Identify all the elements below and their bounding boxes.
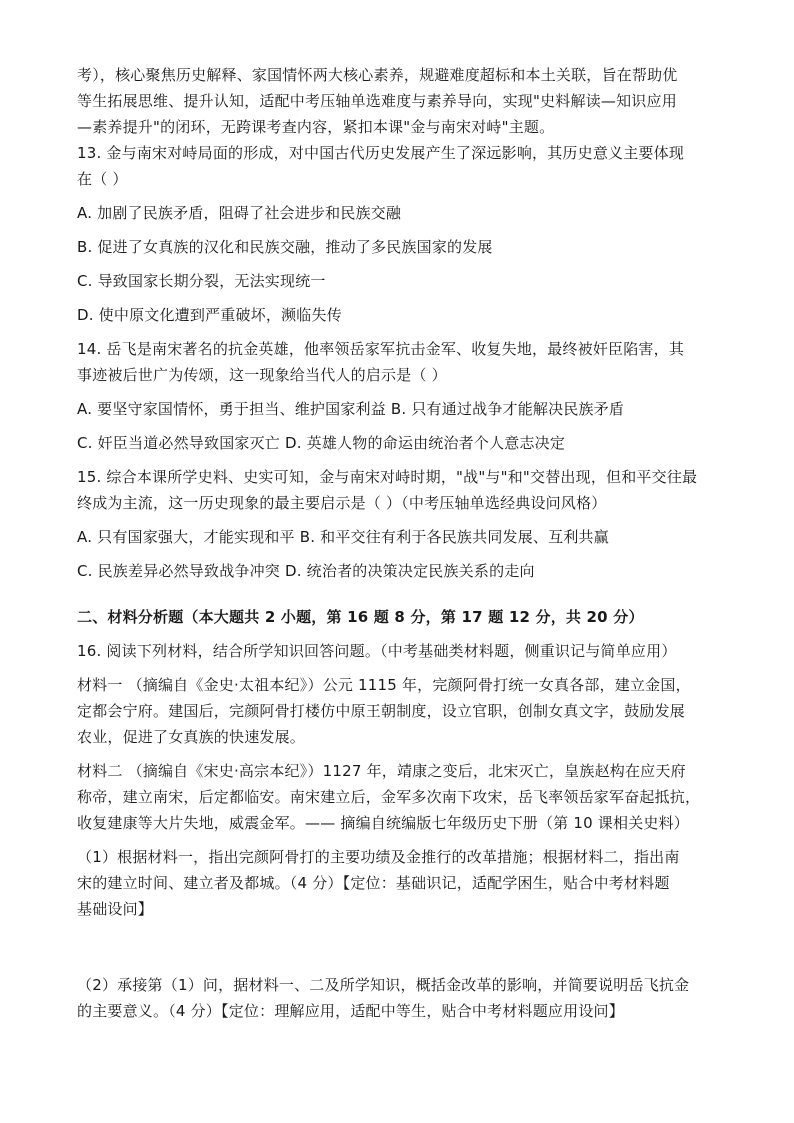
q16-material-2-line-1: 材料二 （摘编自《宋史·高宗本纪》）1127 年，靖康之变后，北宋灭亡，皇族赵构在应天府 (77, 762, 686, 780)
q16-material-1-line-3: 农业，促进了女真族的快速发展。 (77, 728, 306, 746)
intro-line-2: 等生拓展思维、提升认知，适配中考压轴单选难度与素养导向，实现"史料解读—知识应用 (77, 92, 677, 110)
q13-option-a: A. 加剧了民族矛盾，阻碍了社会进步和民族交融 (77, 204, 402, 222)
q13-option-d: D. 使中原文化遭到严重破坏，濒临失传 (77, 306, 342, 324)
q16-stem: 16. 阅读下列材料，结合所学知识回答问题。（中考基础类材料题，侧重识记与简单应用） (77, 642, 677, 660)
q13-option-b: B. 促进了女真族的汉化和民族交融，推动了多民族国家的发展 (77, 238, 493, 256)
q14-options-ab: A. 要坚守家国情怀，勇于担当、维护国家利益 B. 只有通过战争才能解决民族矛盾 (77, 400, 625, 418)
intro-line-1: 考），核心聚焦历史解释、家国情怀两大核心素养，规避难度超标和本土关联，旨在帮助优 (77, 66, 678, 84)
intro-paragraph (77, 62, 723, 140)
q15-stem-line-1: 15. 综合本课所学史料、史实可知，金与南宋对峙时期，"战"与"和"交替出现，但和平交往最 (77, 468, 698, 486)
question-15 (77, 464, 723, 584)
q14-stem-line-1: 14. 岳飞是南宋著名的抗金英雄，他率领岳家军抗击金军、收复失地，最终被奸臣陷害，其 (77, 340, 685, 358)
q13-option-c: C. 导致国家长期分裂，无法实现统一 (77, 272, 326, 290)
q15-stem-line-2: 终成为主流，这一历史现象的最主要启示是（ ）（中考压轴单选经典设问风格） (77, 494, 607, 512)
q16-sub-2-line-1: （2）承接第（1）问，据材料一、二及所学知识，概括金改革的影响，并简要说明岳飞抗金 (77, 976, 690, 994)
question-14 (77, 336, 723, 456)
q16-material-2-line-3: 收复建康等大片失地，威震金军。—— 摘编自统编版七年级历史下册（第 10 课相关史料） (77, 814, 689, 832)
q14-options-cd: C. 奸臣当道必然导致国家灭亡 D. 英雄人物的命运由统治者个人意志决定 (77, 434, 566, 452)
q16-sub-1-line-3: 基础设问】 (77, 900, 154, 918)
q16-sub-2-line-2: 的主要意义。（4 分）【定位：理解应用，适配中等生，贴合中考材料题应用设问】 (77, 1002, 624, 1020)
q16-material-1-line-1: 材料一 （摘编自《金史·太祖本纪》）公元 1115 年，完颜阿骨打统一女真各部，建立金国， (77, 676, 691, 694)
question-13 (77, 140, 723, 328)
q13-stem-line-2: 在（ ） (77, 170, 128, 188)
q15-options-ab: A. 只有国家强大，才能实现和平 B. 和平交往有利于各民族共同发展、互利共赢 (77, 528, 609, 546)
document-page (77, 62, 723, 1024)
q13-stem-line-1: 13. 金与南宋对峙局面的形成，对中国古代历史发展产生了深远影响，其历史意义主要体现 (77, 144, 685, 162)
q15-options-cd: C. 民族差异必然导致战争冲突 D. 统治者的决策决定民族关系的走向 (77, 562, 535, 580)
q16-sub-1-line-1: （1）根据材料一，指出完颜阿骨打的主要功绩及金推行的改革措施；根据材料二，指出南 (77, 848, 680, 866)
question-16 (77, 638, 723, 1024)
intro-line-3: —素养提升"的闭环，无跨课考查内容，紧扣本课"金与南宋对峙"主题。 (77, 118, 555, 136)
q16-sub-1-line-2: 宋的建立时间、建立者及都城。（4 分）【定位：基础识记，适配学困生，贴合中考材料题 (77, 874, 670, 892)
q16-material-1-line-2: 定都会宁府。建国后，完颜阿骨打楼仿中原王朝制度，设立官职，创制女真文字，鼓励发展 (77, 702, 686, 720)
q14-stem-line-2: 事迹被后世广为传颂，这一现象给当代人的启示是（ ） (77, 366, 447, 384)
q16-material-2-line-2: 称帝，建立南宋，后定都临安。南宋建立后，金军多次南下攻宋，岳飞率领岳家军奋起抵抗， (77, 788, 701, 806)
section-2-heading: 二、材料分析题（本大题共 2 小题，第 16 题 8 分，第 17 题 12 分，共 20 分） (77, 608, 644, 626)
